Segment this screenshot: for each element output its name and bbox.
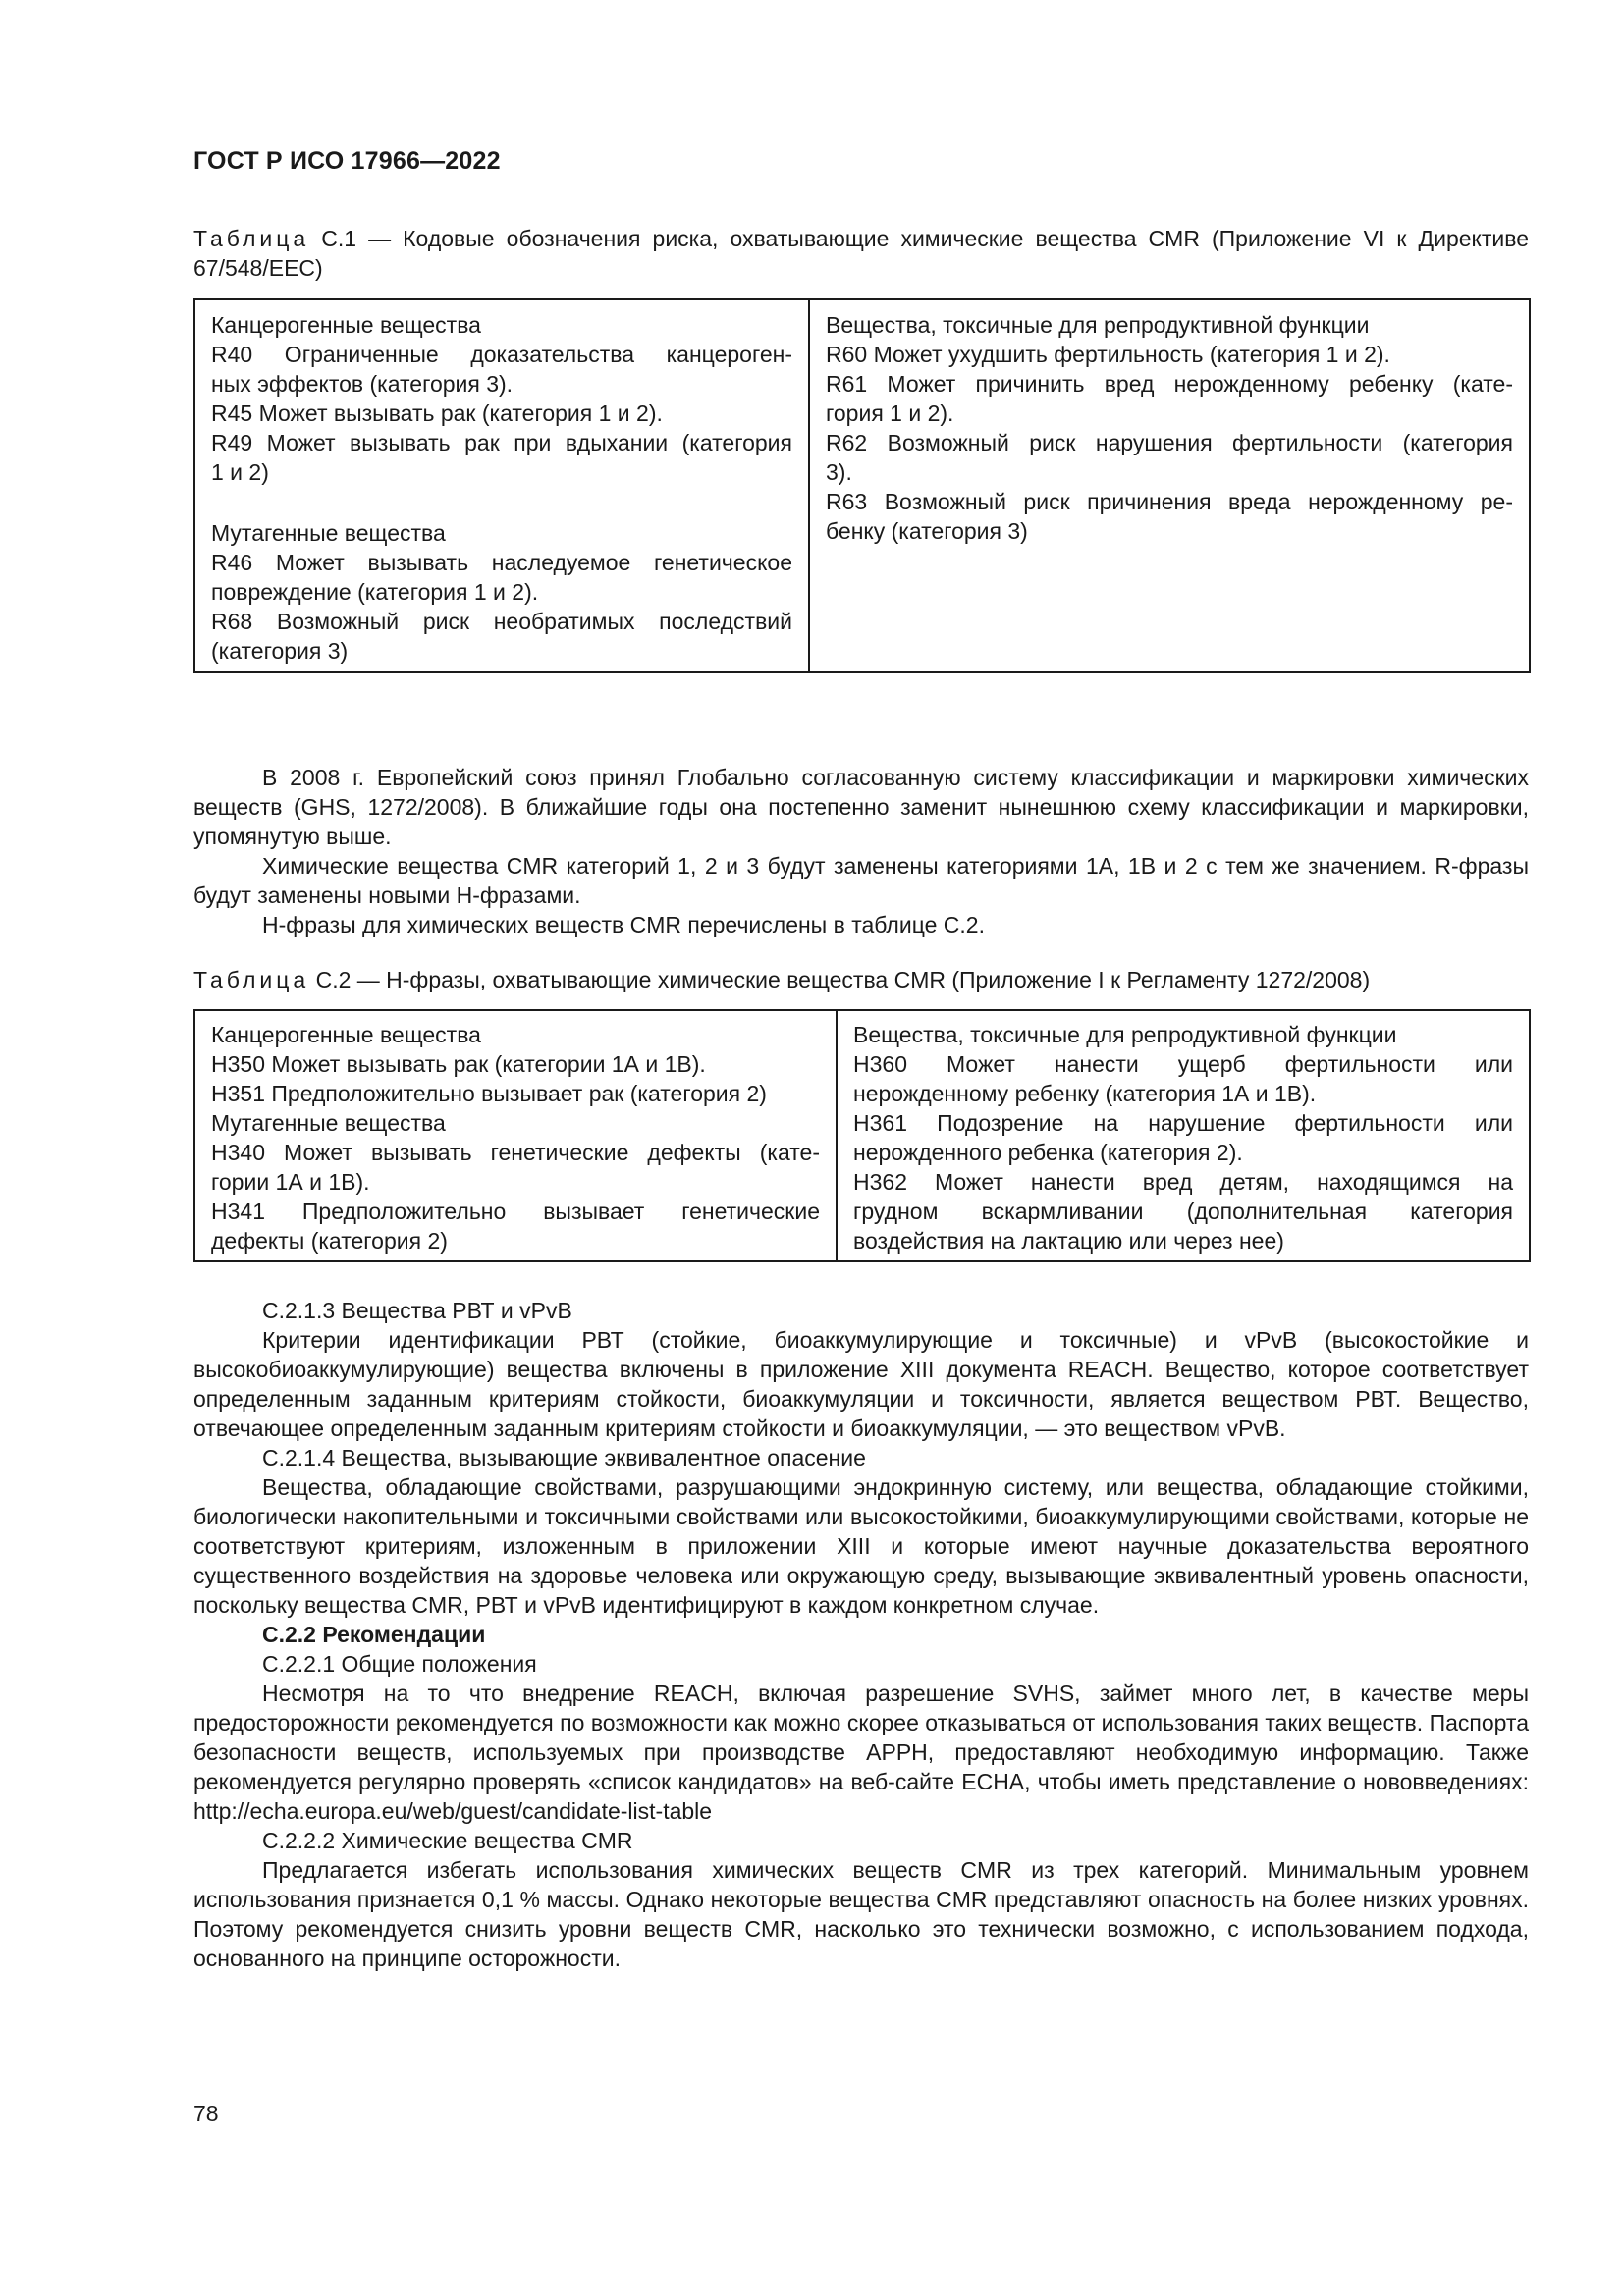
table1-caption-text: С.1 — Кодовые обозначения риска, охватывающие химические вещества CMR (Приложение VI к Директиве 67/548/ЕЕС)	[193, 226, 1529, 281]
table2	[193, 1009, 1531, 1262]
table-line: нерожденному ребенку (категория 1А и 1В).	[853, 1081, 1317, 1106]
table2-caption	[193, 965, 1529, 994]
table-line: 3).	[826, 459, 852, 485]
table-line: Н361 Подозрение на нарушение фертильности или	[853, 1110, 1513, 1136]
table-line: Канцерогенные вещества	[211, 312, 481, 338]
table-line: дефекты (категория 2)	[211, 1228, 448, 1254]
table-line: Н350 Может вызывать рак (категории 1А и 1В).	[211, 1051, 706, 1077]
table1-right-cell	[809, 299, 1530, 672]
table-line: Н341 Предположительно вызывает генетические	[211, 1199, 820, 1224]
page-number: 78	[193, 2101, 219, 2126]
table-line: 1 и 2)	[211, 459, 269, 485]
table-line: Мутагенные вещества	[211, 1110, 446, 1136]
table-line: R62 Возможный риск нарушения фертильности (категория	[826, 430, 1513, 455]
paragraph: В 2008 г. Европейский союз принял Глобально согласованную систему классификации и маркировки химических веществ (GHS, 1272/2008). В ближайшие годы она постепенно заменит нынешнюю схему классификации и маркировки, упомянутую выше.	[193, 765, 1529, 849]
paragraph: С.2.1.4 Вещества, вызывающие эквивалентное опасение	[262, 1445, 866, 1470]
table-line: Вещества, токсичные для репродуктивной функции	[853, 1022, 1397, 1047]
table2-caption-label: Таблица	[193, 967, 310, 992]
table-line: Н360 Может нанести ущерб фертильности или	[853, 1051, 1513, 1077]
paragraph: С.2.2.1 Общие положения	[262, 1651, 537, 1677]
table-line: воздействия на лактацию или через нее)	[853, 1228, 1284, 1254]
table-line: гория 1 и 2).	[826, 400, 954, 426]
table-line: повреждение (категория 1 и 2).	[211, 579, 539, 605]
table-line: Н362 Может нанести вред детям, находящимся на	[853, 1169, 1513, 1195]
table-line: R46 Может вызывать наследуемое генетическое	[211, 550, 792, 575]
table-line: R40 Ограниченные доказательства канцероген-	[211, 342, 792, 367]
paragraph: Критерии идентификации РВТ (стойкие, биоаккумулирующие и токсичные) и vPvB (высокостойкие и высокобиоаккумулирующие) вещества включены в приложение XIII документа REACH. Вещество, которое соответствует определенным заданным критериям стойкости, биоаккумуляции и токсичности, является веществом РВТ. Вещество, отвечающее определенным заданным критериям стойкости и биоаккумуляции, — это веществом vPvB.	[193, 1327, 1529, 1441]
table2-left-cell	[194, 1010, 837, 1261]
document-header: ГОСТ Р ИСО 17966—2022	[193, 147, 501, 175]
table-line: нерожденного ребенка (категория 2).	[853, 1140, 1243, 1165]
table1-caption	[193, 224, 1529, 283]
table1-carcinogens	[211, 310, 792, 487]
paragraph: С.2.2.2 Химические вещества CMR	[262, 1828, 633, 1853]
table-line: ных эффектов (категория 3).	[211, 371, 514, 397]
table-line: R45 Может вызывать рак (категория 1 и 2).	[211, 400, 663, 426]
table-line: гории 1А и 1В).	[211, 1169, 370, 1195]
paragraph: Вещества, обладающие свойствами, разрушающими эндокринную систему, или вещества, обладающие стойкими, биологически накопительными и токсичными свойствами или высокостойкими, биоаккумулирующими свойствами, которые не соответствуют критериям, изложенным в приложении XIII и которые имеют научные доказательства вероятного существенного воздействия на здоровье человека или окружающую среду, вызывающие эквивалентный уровень опасности, поскольку вещества CMR, РВТ и vPvB идентифицируют в каждом конкретном случае.	[193, 1474, 1529, 1618]
paragraph: Химические вещества CMR категорий 1, 2 и 3 будут заменены категориями 1А, 1В и 2 с тем же значением. R-фразы будут заменены новыми Н-фразами.	[193, 853, 1529, 908]
paragraph: Предлагается избегать использования химических веществ CMR из трех категорий. Минимальным уровнем использования признается 0,1 % массы. Однако некоторые вещества CMR представляют опасность на более низких уровнях. Поэтому рекомендуется снизить уровни веществ CMR, насколько это технически возможно, с использованием подхода, основанного на принципе осторожности.	[193, 1857, 1529, 1971]
table2-caption-text: С.2 — Н-фразы, охватывающие химические вещества CMR (Приложение I к Регламенту 1272/2008)	[309, 967, 1371, 992]
paragraph: Н-фразы для химических веществ CMR перечислены в таблице С.2.	[262, 912, 985, 937]
table-line: Мутагенные вещества	[211, 520, 446, 546]
table1-caption-label: Таблица	[193, 226, 310, 251]
table-line: R49 Может вызывать рак при вдыхании (категория	[211, 430, 792, 455]
table-line: Н340 Может вызывать генетические дефекты (кате-	[211, 1140, 820, 1165]
table-line: Канцерогенные вещества	[211, 1022, 481, 1047]
table2-right-cell	[837, 1010, 1530, 1261]
table-line: Вещества, токсичные для репродуктивной функции	[826, 312, 1370, 338]
paragraph: С.2.1.3 Вещества РВТ и vPvB	[262, 1298, 572, 1323]
paragraph: Несмотря на то что внедрение REACH, включая разрешение SVHS, займет много лет, в качестве меры предосторожности рекомендуется по возможности как можно скорее отказываться от использования таких веществ. Паспорта безопасности веществ, используемых при производстве АРРН, предоставляют необходимую информацию. Также рекомендуется регулярно проверять «список кандидатов» на веб-сайте ЕСНА, чтобы иметь представление о нововведениях: http://echa.europa.eu/web/guest/candidate-list-table	[193, 1681, 1529, 1824]
table1-left-cell	[194, 299, 809, 672]
section-heading: С.2.2 Рекомендации	[262, 1622, 486, 1647]
table-line: грудном вскармливании (дополнительная категория	[853, 1199, 1513, 1224]
table-line: бенку (категория 3)	[826, 518, 1028, 544]
table1-mutagens	[211, 518, 792, 666]
table-line: R68 Возможный риск необратимых последствий	[211, 609, 792, 634]
table-line: R63 Возможный риск причинения вреда нерожденному ре-	[826, 489, 1513, 514]
table1	[193, 298, 1531, 673]
body-text	[193, 1296, 1529, 1973]
table-line: Н351 Предположительно вызывает рак (категория 2)	[211, 1081, 767, 1106]
table-line: R61 Может причинить вред нерожденному ребенку (кате-	[826, 371, 1513, 397]
intro-text	[193, 763, 1529, 939]
table-line: (категория 3)	[211, 638, 349, 664]
table-line: R60 Может ухудшить фертильность (категория 1 и 2).	[826, 342, 1390, 367]
